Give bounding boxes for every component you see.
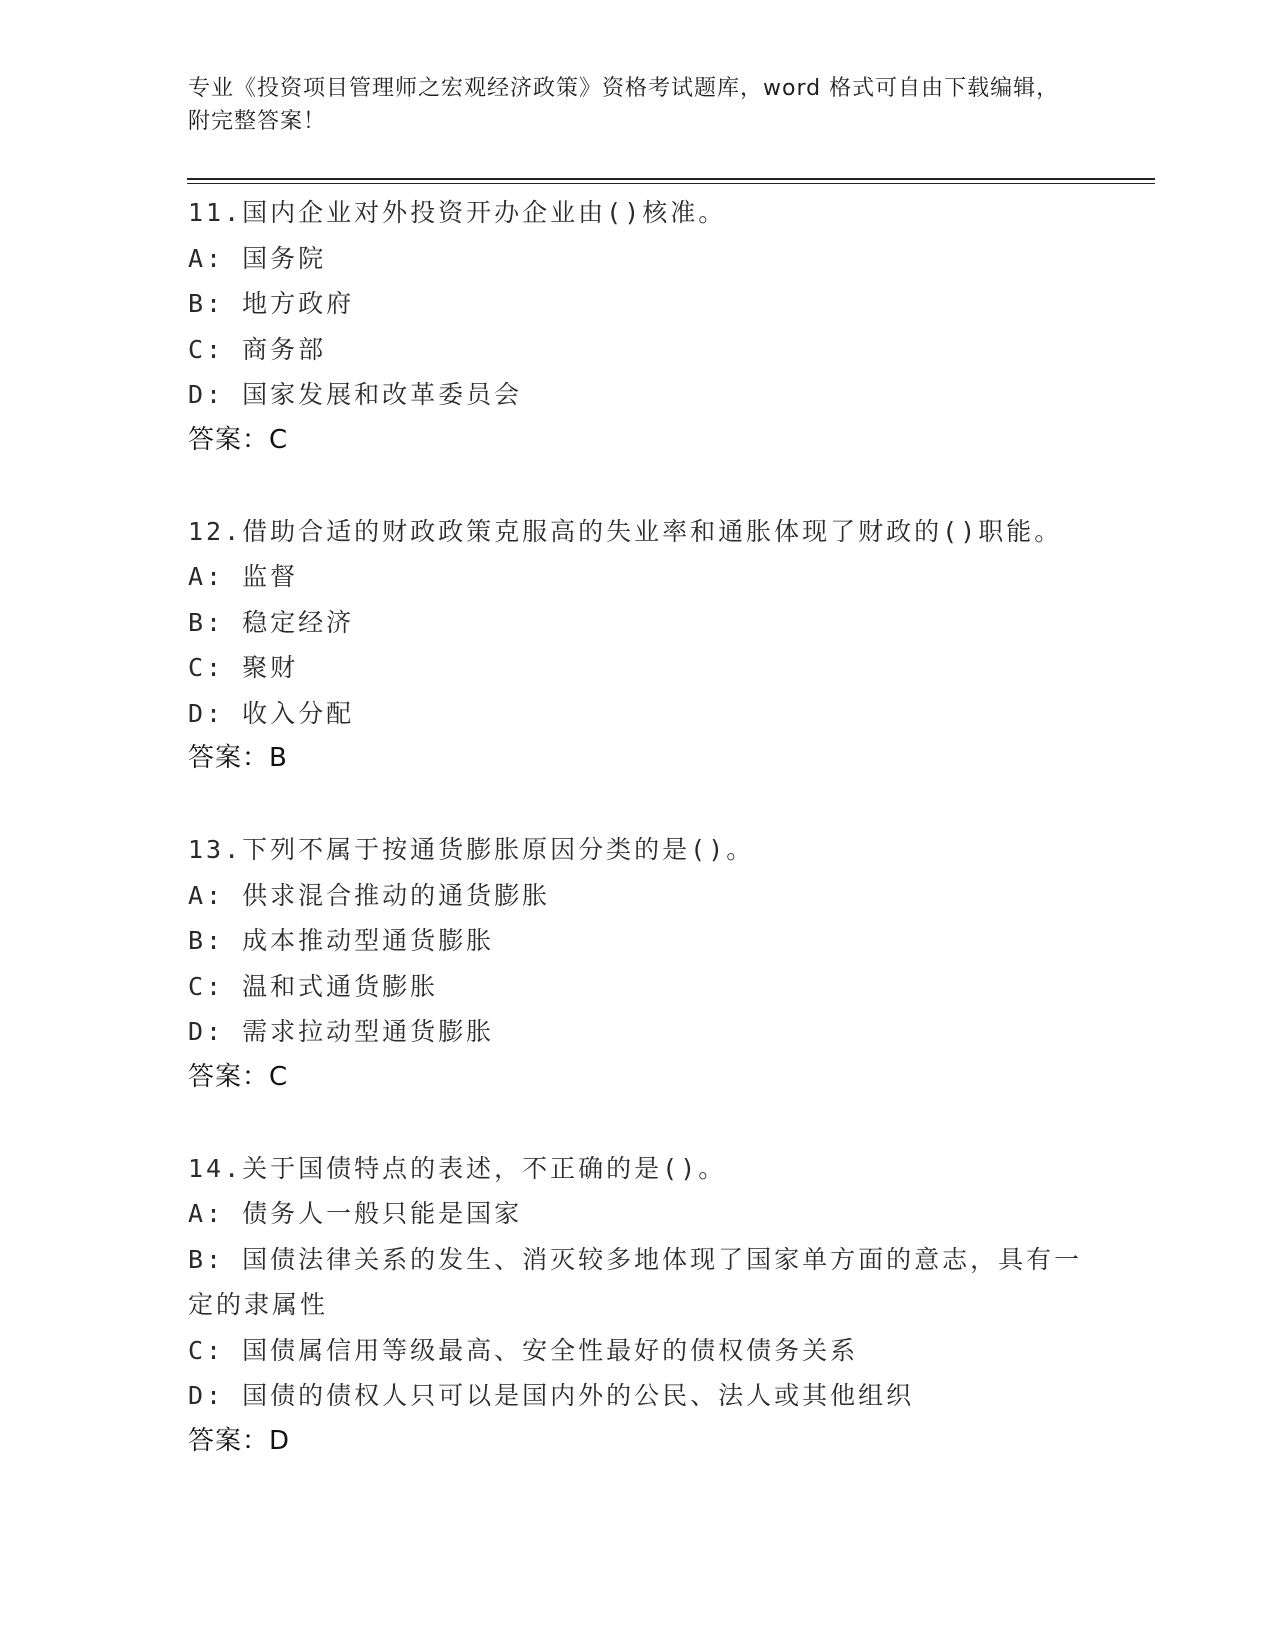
- option-b: B: 国债法律关系的发生、消灭较多地体现了国家单方面的意志，具有一定的隶属性: [188, 1244, 1083, 1319]
- question-stem: 11.国内企业对外投资开办企业由()核准。: [188, 198, 727, 227]
- question-11: [188, 190, 1088, 509]
- question-12: [188, 509, 1088, 828]
- option-a: A: 监督: [188, 562, 299, 591]
- answer-line: 答案：C: [188, 424, 289, 455]
- option-a: A: 供求混合推动的通货膨胀: [188, 880, 551, 910]
- option-d: D: 收入分配: [188, 698, 355, 728]
- option-c: C: 商务部: [188, 334, 327, 364]
- option-b: B: 地方政府: [188, 289, 355, 318]
- option-d: D: 国家发展和改革委员会: [188, 380, 523, 409]
- answer-line: 答案：B: [188, 743, 288, 773]
- option-d: D: 需求拉动型通货膨胀: [188, 1017, 495, 1046]
- option-b: B: 成本推动型通货膨胀: [188, 926, 495, 955]
- option-d: D: 国债的债权人只可以是国内外的公民、法人或其他组织: [188, 1381, 915, 1410]
- question-stem: 12.借助合适的财政政策克服高的失业率和通胀体现了财政的()职能。: [188, 516, 1063, 546]
- option-a: A: 国务院: [188, 243, 327, 273]
- option-c: C: 国债属信用等级最高、安全性最好的债权债务关系: [188, 1335, 859, 1365]
- question-list: [188, 190, 1088, 1464]
- option-a: A: 债务人一般只能是国家: [188, 1199, 523, 1228]
- answer-line: 答案：D: [188, 1425, 291, 1456]
- option-c: C: 温和式通货膨胀: [188, 971, 439, 1001]
- document-header: 专业《投资项目管理师之宏观经济政策》资格考试题库，word 格式可自由下载编辑，附完整答案！: [188, 76, 1060, 134]
- answer-line: 答案：C: [188, 1061, 289, 1092]
- question-stem: 14.关于国债特点的表述，不正确的是()。: [188, 1153, 727, 1183]
- option-c: C: 聚财: [188, 653, 299, 682]
- question-14: [188, 1146, 1088, 1465]
- header-divider-thin: [187, 183, 1155, 184]
- header-divider-thick: [187, 178, 1155, 180]
- question-13: [188, 827, 1088, 1146]
- question-stem: 13.下列不属于按通货膨胀原因分类的是()。: [188, 835, 755, 864]
- option-b: B: 稳定经济: [188, 607, 355, 637]
